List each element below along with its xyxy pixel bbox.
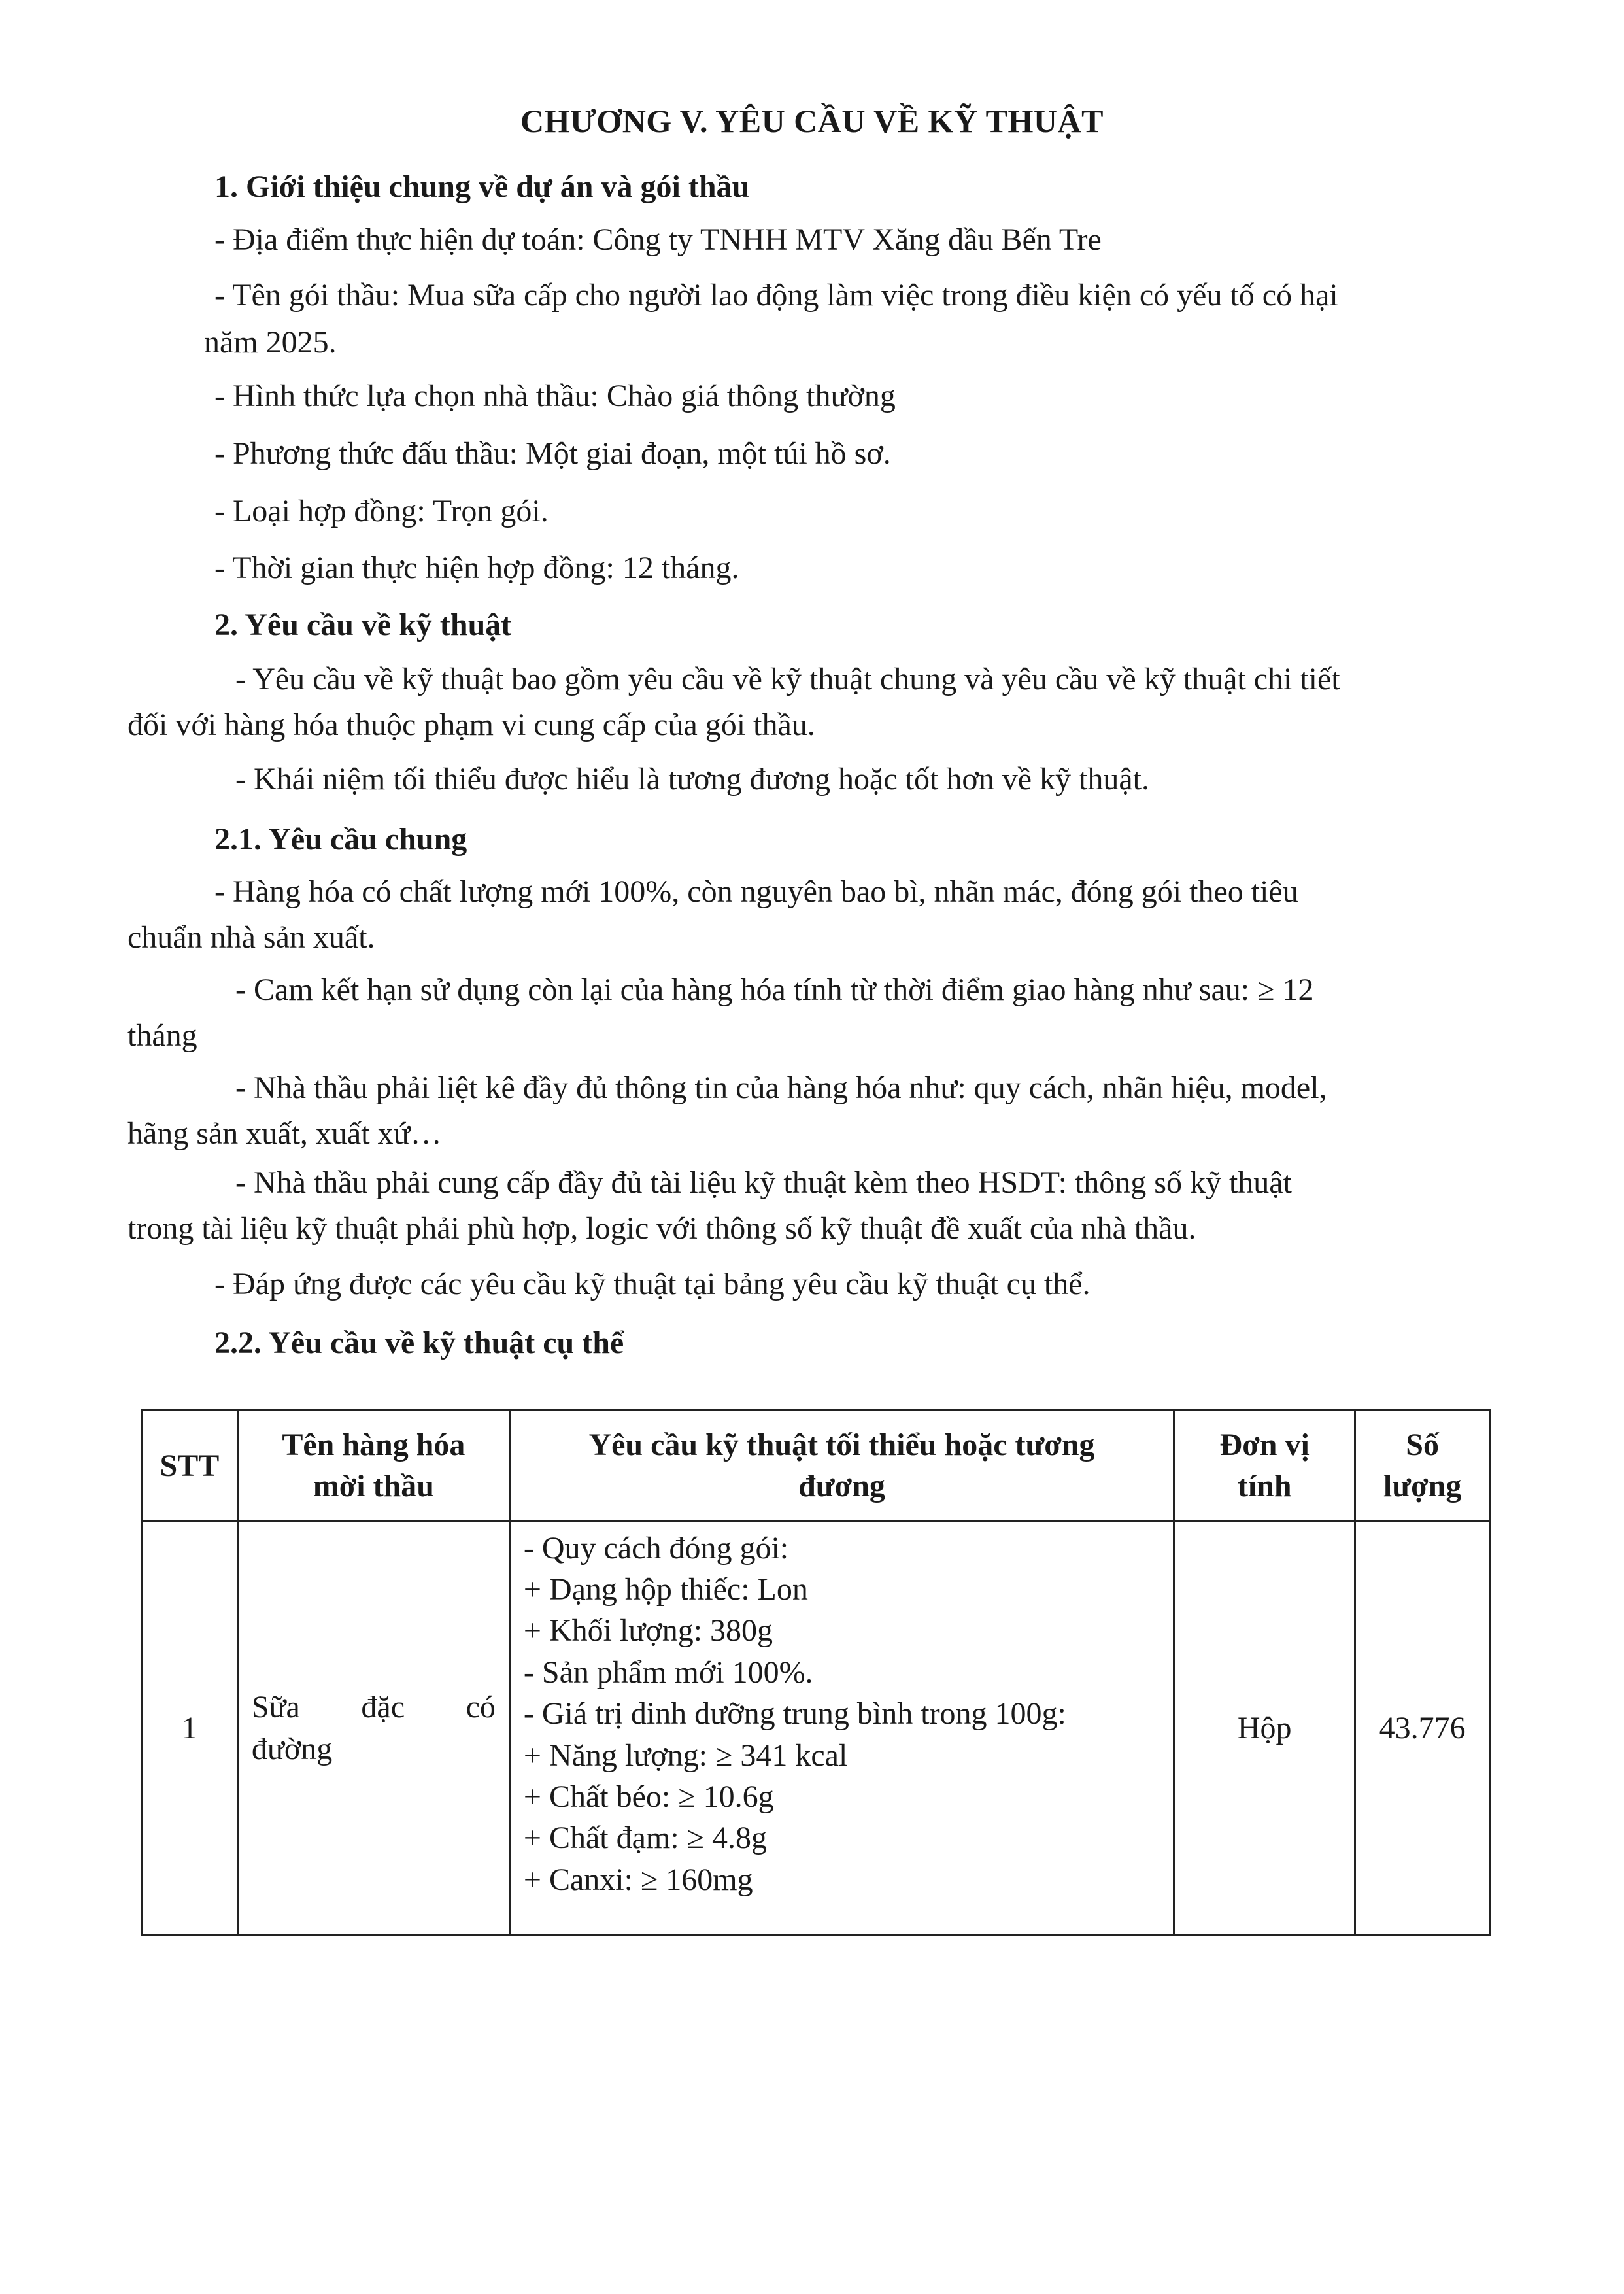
- page-title: CHƯƠNG V. YÊU CẦU VỀ KỸ THUẬT: [520, 103, 1104, 139]
- table-row: [142, 1521, 1490, 1935]
- row-stt: 1: [142, 1521, 238, 1935]
- section2-para-1-line-1: - Yêu cầu về kỹ thuật bao gồm yêu cầu về kỹ thuật chung và yêu cầu về kỹ thuật chi tiết: [235, 662, 1340, 696]
- requirement-line: + Năng lượng: ≥ 341 kcal: [523, 1738, 848, 1773]
- requirement-line: - Giá trị dinh dưỡng trung bình trong 100g:: [523, 1696, 1066, 1732]
- general-para-2-line-2: tháng: [127, 1018, 197, 1053]
- duration-line: - Thời gian thực hiện hợp đồng: 12 tháng.: [214, 551, 739, 585]
- section-heading-2-1: 2.1. Yêu cầu chung: [214, 822, 467, 857]
- package-name-line-1: - Tên gói thầu: Mua sữa cấp cho người lao động làm việc trong điều kiện có yếu tố có hại: [214, 278, 1338, 313]
- general-para-2-line-1: - Cam kết hạn sử dụng còn lại của hàng hóa tính từ thời điểm giao hàng như sau: ≥ 12: [235, 972, 1314, 1007]
- general-para-3-line-1: - Nhà thầu phải liệt kê đầy đủ thông tin của hàng hóa như: quy cách, nhãn hiệu, model,: [235, 1070, 1327, 1105]
- requirement-line: + Khối lượng: 380g: [523, 1613, 773, 1649]
- section2-para-1-line-2: đối với hàng hóa thuộc phạm vi cung cấp của gói thầu.: [127, 708, 815, 742]
- row-requirements: [509, 1521, 1174, 1935]
- row-item-name: Sữa đặc có đường: [237, 1521, 509, 1935]
- general-para-4-line-2: trong tài liệu kỹ thuật phải phù hợp, logic với thông số kỹ thuật đề xuất của nhà thầu.: [127, 1211, 1196, 1246]
- requirement-line: - Quy cách đóng gói:: [523, 1530, 789, 1566]
- header-item-name: Tên hàng hóa mời thầu: [237, 1411, 509, 1522]
- section-heading-2-2: 2.2. Yêu cầu về kỹ thuật cụ thể: [214, 1326, 624, 1360]
- header-unit: Đơn vị tính: [1174, 1411, 1355, 1522]
- section-heading-2: 2. Yêu cầu về kỹ thuật: [214, 608, 512, 642]
- general-para-1-line-2: chuẩn nhà sản xuất.: [127, 920, 375, 955]
- requirement-line: - Sản phẩm mới 100%.: [523, 1654, 813, 1690]
- requirement-line: + Dạng hộp thiếc: Lon: [523, 1572, 808, 1607]
- general-para-3-line-2: hãng sản xuất, xuất xứ…: [127, 1116, 442, 1151]
- section2-para-2: - Khái niệm tối thiểu được hiểu là tương đương hoặc tốt hơn về kỹ thuật.: [235, 762, 1149, 796]
- general-para-1-line-1: - Hàng hóa có chất lượng mới 100%, còn nguyên bao bì, nhãn mác, đóng gói theo tiêu: [214, 874, 1298, 909]
- header-quantity: Số lượng: [1355, 1411, 1490, 1522]
- table-header-row: [142, 1411, 1490, 1522]
- section-heading-1: 1. Giới thiệu chung về dự án và gói thầu: [214, 169, 750, 204]
- general-para-5: - Đáp ứng được các yêu cầu kỹ thuật tại bảng yêu cầu kỹ thuật cụ thể.: [214, 1267, 1091, 1301]
- location-line: - Địa điểm thực hiện dự toán: Công ty TNHH MTV Xăng dầu Bến Tre: [214, 222, 1102, 257]
- row-quantity: 43.776: [1355, 1521, 1490, 1935]
- row-unit: Hộp: [1174, 1521, 1355, 1935]
- general-para-4-line-1: - Nhà thầu phải cung cấp đầy đủ tài liệu kỹ thuật kèm theo HSDT: thông số kỹ thuật: [235, 1165, 1292, 1200]
- header-stt: STT: [142, 1411, 238, 1522]
- header-requirements: Yêu cầu kỹ thuật tối thiểu hoặc tương đương: [509, 1411, 1174, 1522]
- spec-table: [141, 1409, 1491, 1936]
- requirement-line: + Canxi: ≥ 160mg: [523, 1862, 753, 1897]
- package-name-line-2: năm 2025.: [204, 325, 337, 360]
- selection-form-line: - Hình thức lựa chọn nhà thầu: Chào giá thông thường: [214, 379, 896, 413]
- contract-type-line: - Loại hợp đồng: Trọn gói.: [214, 494, 549, 528]
- bidding-method-line: - Phương thức đấu thầu: Một giai đoạn, một túi hồ sơ.: [214, 436, 891, 471]
- requirement-line: + Chất béo: ≥ 10.6g: [523, 1779, 774, 1814]
- requirement-line: + Chất đạm: ≥ 4.8g: [523, 1821, 767, 1856]
